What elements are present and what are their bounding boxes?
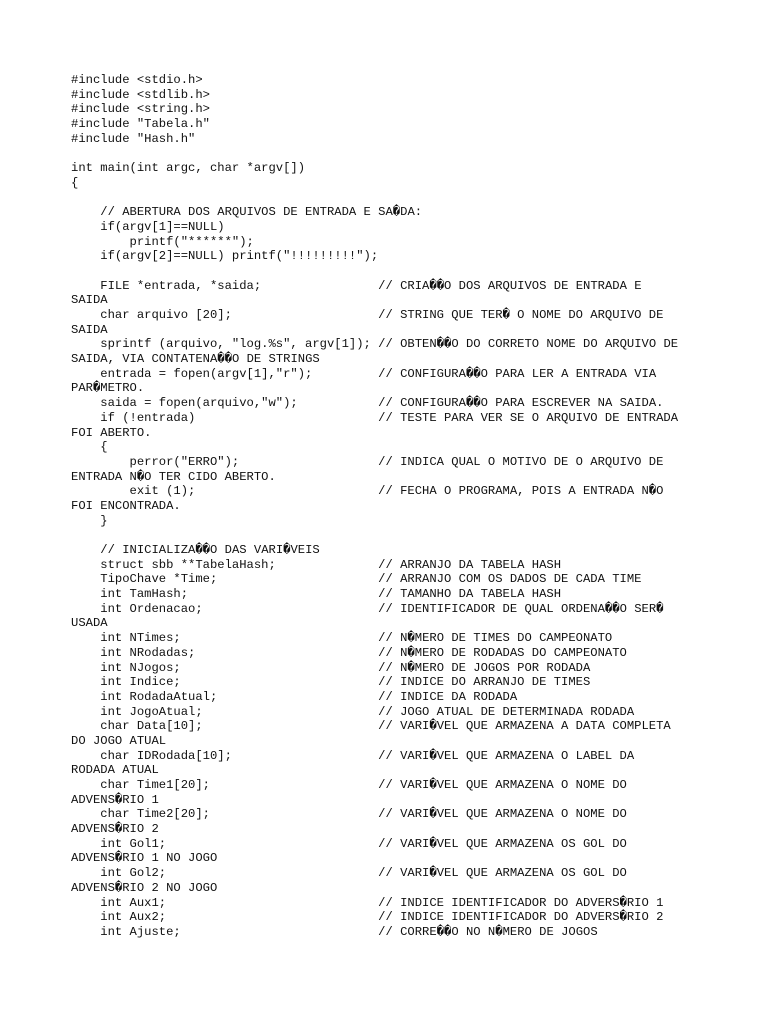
- code-line: int NRodadas; // N�MERO DE RODADAS DO CAMPEONATO: [71, 645, 627, 660]
- code-line: char arquivo [20]; // STRING QUE TER� O NOME DO ARQUIVO DE: [71, 308, 664, 322]
- code-line: #include <stdlib.h>: [71, 87, 210, 102]
- code-line: int main(int argc, char *argv[]): [71, 161, 306, 176]
- code-line: FILE *entrada, *saida; // CRIA��O DOS ARQUIVOS DE ENTRADA E: [71, 278, 642, 293]
- code-line: SAIDA, VIA CONTATENA��O DE STRINGS: [71, 352, 320, 367]
- code-line: {: [71, 175, 79, 190]
- code-line: SAIDA: [71, 293, 108, 308]
- code-line: int Gol1; // VARI�VEL QUE ARMAZENA OS GOL DO: [71, 836, 627, 851]
- code-line: exit (1); // FECHA O PROGRAMA, POIS A ENTRADA N�O: [71, 484, 664, 499]
- code-line: entrada = fopen(argv[1],"r"); // CONFIGURA��O PARA LER A ENTRADA VIA: [71, 366, 657, 381]
- code-line: // ABERTURA DOS ARQUIVOS DE ENTRADA E SA�DA:: [71, 205, 423, 220]
- code-line: char Time1[20]; // VARI�VEL QUE ARMAZENA O NOME DO: [71, 778, 627, 792]
- blank-line: [71, 528, 711, 543]
- code-line: ENTRADA N�O TER CIDO ABERTO.: [71, 469, 276, 484]
- code-line: USADA: [71, 616, 108, 631]
- code-line: if (!entrada) // TESTE PARA VER SE O ARQUIVO DE ENTRADA: [71, 410, 679, 425]
- code-line: saida = fopen(arquivo,"w"); // CONFIGURA��O PARA ESCREVER NA SAIDA.: [71, 396, 664, 411]
- code-line: int Aux2; // INDICE IDENTIFICADOR DO ADVERS�RIO 2: [71, 910, 664, 925]
- code-line: TipoChave *Time; // ARRANJO COM OS DADOS DE CADA TIME: [71, 572, 642, 587]
- code-line: char Data[10]; // VARI�VEL QUE ARMAZENA A DATA COMPLETA: [71, 719, 671, 734]
- code-line: int Ajuste; // CORRE��O NO N�MERO DE JOGOS: [71, 924, 598, 939]
- code-line: }: [71, 513, 108, 528]
- code-line: sprintf (arquivo, "log.%s", argv[1]); // OBTEN��O DO CORRETO NOME DO ARQUIVO DE: [71, 337, 679, 352]
- code-line: // INICIALIZA��O DAS VARI�VEIS: [71, 543, 320, 557]
- file-handles-block: [71, 279, 711, 529]
- code-line: int TamHash; // TAMANHO DA TABELA HASH: [71, 587, 562, 602]
- code-line: if(argv[1]==NULL): [71, 219, 225, 234]
- code-line: int NTimes; // N�MERO DE TIMES DO CAMPEONATO: [71, 631, 613, 646]
- code-line: ADVENS�RIO 1: [71, 792, 159, 807]
- code-line: int Indice; // INDICE DO ARRANJO DE TIMES: [71, 675, 591, 690]
- code-line: ADVENS�RIO 2: [71, 822, 159, 837]
- code-line: int RodadaAtual; // INDICE DA RODADA: [71, 689, 518, 704]
- variables-block: [71, 543, 711, 940]
- code-line: struct sbb **TabelaHash; // ARRANJO DA TABELA HASH: [71, 557, 562, 572]
- code-line: #include <stdio.h>: [71, 73, 203, 87]
- blank-line: [71, 264, 711, 279]
- main-signature-block: [71, 161, 711, 190]
- code-line: int Aux1; // INDICE IDENTIFICADOR DO ADVERS�RIO 1: [71, 895, 664, 910]
- code-line: PAR�METRO.: [71, 381, 145, 396]
- code-line: #include <string.h>: [71, 102, 210, 117]
- code-line: #include "Tabela.h": [71, 117, 210, 132]
- includes-block: [71, 73, 711, 146]
- code-line: int NJogos; // N�MERO DE JOGOS POR RODADA: [71, 660, 591, 675]
- code-line: {: [71, 440, 108, 455]
- code-line: FOI ABERTO.: [71, 425, 152, 440]
- code-line: ADVENS�RIO 1 NO JOGO: [71, 851, 218, 866]
- code-line: if(argv[2]==NULL) printf("!!!!!!!!!");: [71, 249, 379, 264]
- code-line: #include "Hash.h": [71, 131, 196, 146]
- code-line: int Ordenacao; // IDENTIFICADOR DE QUAL ORDENA��O SER�: [71, 601, 664, 616]
- code-line: char IDRodada[10]; // VARI�VEL QUE ARMAZENA O LABEL DA: [71, 748, 635, 763]
- code-line: DO JOGO ATUAL: [71, 733, 167, 748]
- code-line: perror("ERRO"); // INDICA QUAL O MOTIVO DE O ARQUIVO DE: [71, 454, 664, 469]
- blank-line: [71, 146, 711, 161]
- file-open-block: [71, 205, 711, 264]
- code-line: char Time2[20]; // VARI�VEL QUE ARMAZENA O NOME DO: [71, 807, 627, 822]
- code-line: RODADA ATUAL: [71, 763, 159, 778]
- blank-line: [71, 191, 711, 206]
- code-line: int JogoAtual; // JOGO ATUAL DE DETERMINADA RODADA: [71, 704, 635, 719]
- code-line: ADVENS�RIO 2 NO JOGO: [71, 880, 218, 895]
- code-line: SAIDA: [71, 322, 108, 337]
- code-document: [71, 73, 711, 940]
- code-line: FOI ENCONTRADA.: [71, 498, 181, 513]
- code-line: int Gol2; // VARI�VEL QUE ARMAZENA OS GOL DO: [71, 866, 627, 881]
- code-line: printf("******");: [71, 234, 254, 249]
